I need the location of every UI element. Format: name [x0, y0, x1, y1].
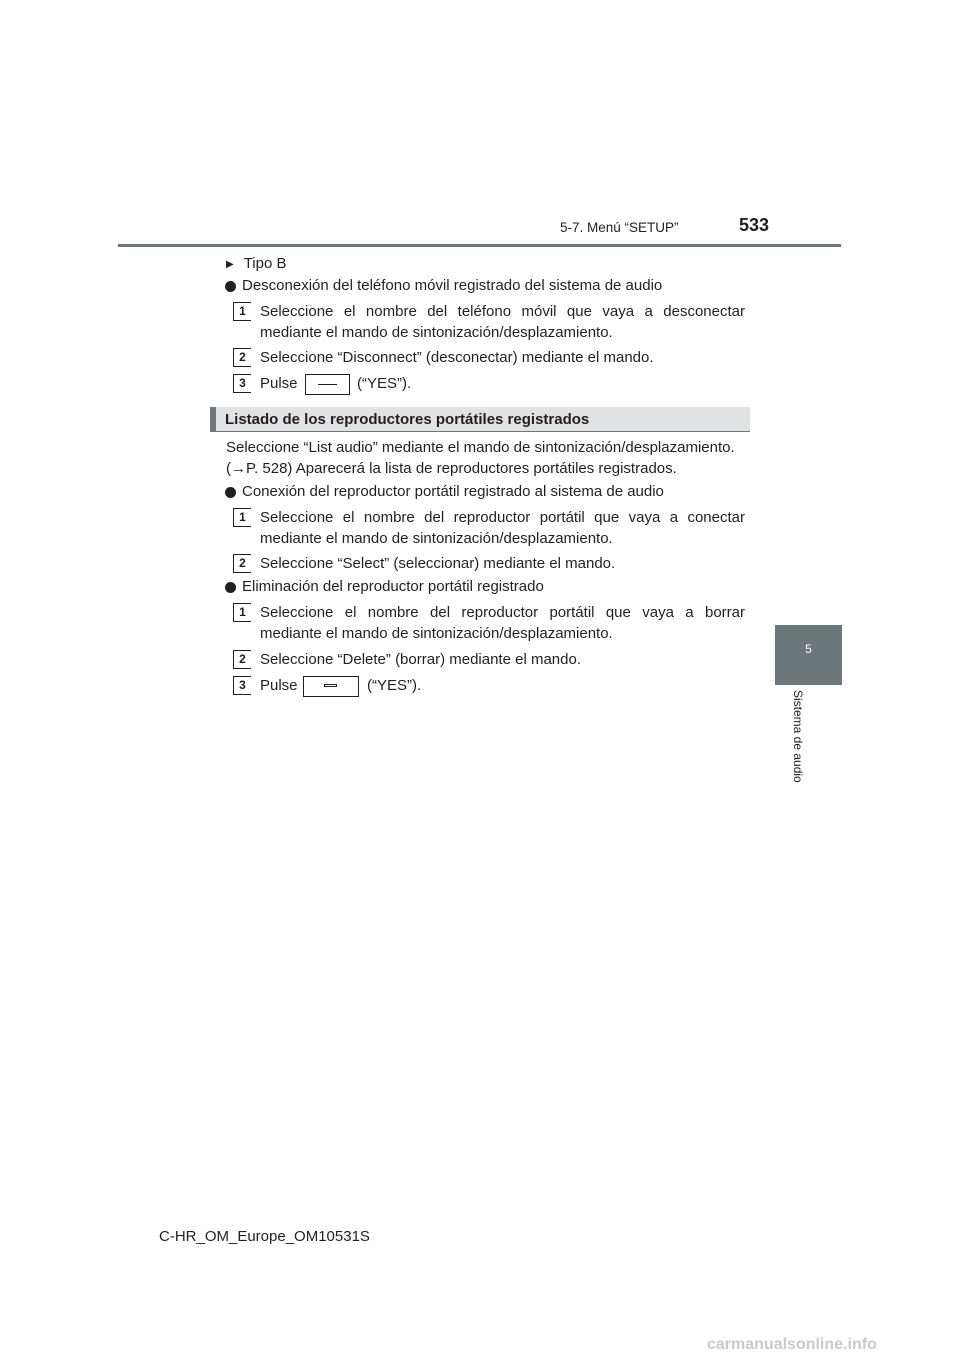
step-text: Seleccione “Delete” (borrar) mediante el mando. [260, 651, 581, 668]
step-text-pre: Pulse [260, 677, 298, 694]
step-text: Seleccione el nombre del teléfono móvil que vaya a desconectar [260, 303, 745, 320]
step-text-post: (“YES”). [367, 677, 422, 694]
step-number: 1 [233, 603, 251, 622]
step-text: mediante el mando de sintonización/desplazamiento. [260, 530, 613, 547]
chapter-tab [775, 625, 842, 685]
intro-text: Seleccione “List audio” mediante el mando de sintonización/desplazamiento. [226, 439, 735, 456]
chapter-number: 5 [805, 642, 812, 656]
bullet-disconnect: Desconexión del teléfono móvil registrado del sistema de audio [242, 277, 663, 294]
step-text-pre: Pulse [260, 375, 298, 392]
step-number: 1 [233, 508, 251, 527]
document-code: C-HR_OM_Europe_OM10531S [159, 1228, 370, 1245]
bullet-dot-icon [225, 487, 236, 498]
type-label: Tipo B [243, 255, 287, 272]
bullet-connect: Conexión del reproductor portátil registrado al sistema de audio [242, 483, 664, 500]
intro-text: (→P. 528) Aparecerá la lista de reproductores portátiles registrados. [226, 460, 677, 477]
header-rule [118, 244, 841, 247]
step-number: 3 [233, 374, 251, 393]
step-text: mediante el mando de sintonización/desplazamiento. [260, 324, 613, 341]
step-text-post: (“YES”). [357, 375, 412, 392]
page-number: 533 [739, 215, 770, 235]
section-title-bar [210, 407, 750, 432]
step-text: Seleccione el nombre del reproductor portátil que vaya a borrar [260, 604, 745, 621]
step-text: mediante el mando de sintonización/desplazamiento. [260, 625, 613, 642]
watermark: carmanualsonline.info [707, 1336, 877, 1353]
step-text: Seleccione “Select” (seleccionar) mediante el mando. [260, 555, 616, 572]
bullet-dot-icon [225, 281, 236, 292]
bullet-delete: Eliminación del reproductor portátil registrado [242, 578, 544, 595]
step-number: 3 [233, 676, 251, 695]
step-text: Seleccione el nombre del reproductor portátil que vaya a conectar [260, 509, 745, 526]
bullet-dot-icon [225, 582, 236, 593]
step-number: 2 [233, 348, 251, 367]
step-number: 2 [233, 554, 251, 573]
yes-button-icon [303, 676, 359, 697]
step-text: Seleccione “Disconnect” (desconectar) mediante el mando. [260, 349, 654, 366]
step-number: 1 [233, 302, 251, 321]
step-number: 2 [233, 650, 251, 669]
section-heading: 5-7. Menú “SETUP” [560, 220, 679, 235]
triangle-bullet-icon: ▶ [226, 259, 234, 270]
type-heading [226, 255, 287, 274]
chapter-label: Sistema de audio [791, 690, 805, 783]
yes-button-icon [305, 374, 350, 395]
section-title: Listado de los reproductores portátiles registrados [225, 411, 590, 428]
